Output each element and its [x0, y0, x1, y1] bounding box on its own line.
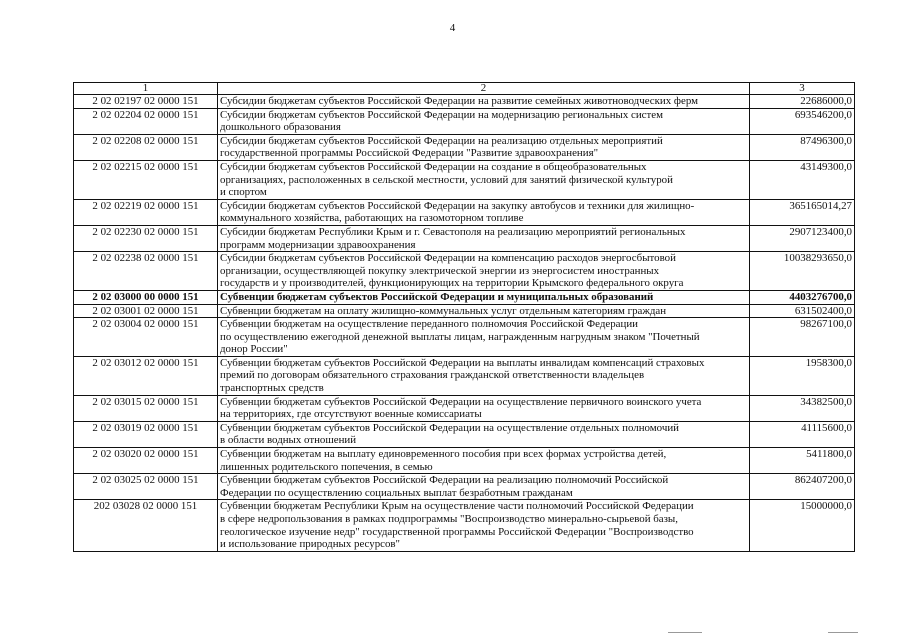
description-cell: Субсидии бюджетам субъектов Российской Федерации на модернизацию региональных систем дошкольного образования	[218, 108, 750, 134]
amount-cell: 22686000,0	[750, 95, 855, 109]
table-row	[74, 290, 855, 304]
budget-code-cell: 2 02 02238 02 0000 151	[74, 252, 218, 291]
amount-cell: 365165014,27	[750, 199, 855, 225]
page-number: 4	[449, 22, 456, 34]
amount-cell: 34382500,0	[750, 395, 855, 421]
description-cell: Субсидии бюджетам субъектов Российской Федерации на закупку автобусов и техники для жилищно- коммунального хозяйства, работающих на газомоторном топливе	[218, 199, 750, 225]
table-row	[74, 318, 855, 357]
column-header-name: 2	[218, 83, 750, 95]
budget-code-cell: 2 02 03000 00 0000 151	[74, 290, 218, 304]
table-row	[74, 356, 855, 395]
amount-cell: 87496300,0	[750, 134, 855, 160]
amount-cell: 10038293650,0	[750, 252, 855, 291]
description-cell: Субвенции бюджетам субъектов Российской Федерации на осуществление первичного воинского учета на территориях, где отсутствуют военные комиссариаты	[218, 395, 750, 421]
table-row	[74, 252, 855, 291]
table-row	[74, 134, 855, 160]
description-cell: Субвенции бюджетам субъектов Российской Федерации и муниципальных образований	[218, 290, 750, 304]
amount-cell: 15000000,0	[750, 500, 855, 551]
budget-revenue-table	[73, 82, 855, 552]
table-row	[74, 500, 855, 551]
table-row	[74, 448, 855, 474]
description-cell: Субвенции бюджетам субъектов Российской Федерации на реализацию полномочий Российской Федерации по осуществлению социальных выплат безработным гражданам	[218, 474, 750, 500]
table-row	[74, 199, 855, 225]
table-row	[74, 474, 855, 500]
budget-code-cell: 2 02 03001 02 0000 151	[74, 304, 218, 318]
description-cell: Субвенции бюджетам на осуществление переданного полномочия Российской Федерации по осуществлению ежегодной денежной выплаты лицам, награжденным нагрудным знаком "Почетный донор России"	[218, 318, 750, 357]
amount-cell: 862407200,0	[750, 474, 855, 500]
table-row	[74, 95, 855, 109]
amount-cell: 43149300,0	[750, 160, 855, 199]
budget-code-cell: 2 02 03012 02 0000 151	[74, 356, 218, 395]
amount-cell: 4403276700,0	[750, 290, 855, 304]
budget-code-cell: 2 02 03025 02 0000 151	[74, 474, 218, 500]
description-cell: Субвенции бюджетам Республики Крым на осуществление части полномочий Российской Федерации в сфере недропользования в рамках подпрограммы "Воспроизводство минерально-сырьевой базы, геологическое изучение недр" государственной программы Российской Федерации "Воспроизводство и использование природных ресурсов"	[218, 500, 750, 551]
description-cell: Субвенции бюджетам субъектов Российской Федерации на выплаты инвалидам компенсаций страховых премий по договорам обязательного страхования гражданской ответственности владельцев транспортных средств	[218, 356, 750, 395]
description-cell: Субсидии бюджетам Республики Крым и г. Севастополя на реализацию мероприятий региональных программ модернизации здравоохранения	[218, 225, 750, 251]
table-row	[74, 395, 855, 421]
budget-code-cell: 2 02 02215 02 0000 151	[74, 160, 218, 199]
budget-code-cell: 202 03028 02 0000 151	[74, 500, 218, 551]
budget-code-cell: 2 02 02204 02 0000 151	[74, 108, 218, 134]
column-header-code: 1	[74, 83, 218, 95]
description-cell: Субсидии бюджетам субъектов Российской Федерации на компенсацию расходов энергосбытовой организации, осуществляющей покупку электрической энергии из энергосистем иностранных государств и у производителей, функционирующих на территории Крымского федерального округа	[218, 252, 750, 291]
description-cell: Субвенции бюджетам на оплату жилищно-коммунальных услуг отдельным категориям граждан	[218, 304, 750, 318]
description-cell: Субсидии бюджетам субъектов Российской Федерации на реализацию отдельных мероприятий государственной программы Российской Федерации "Развитие здравоохранения"	[218, 134, 750, 160]
table-row	[74, 304, 855, 318]
table-row	[74, 108, 855, 134]
description-cell: Субсидии бюджетам субъектов Российской Федерации на создание в общеобразовательных организациях, расположенных в сельской местности, условий для занятий физической культурой и спортом	[218, 160, 750, 199]
amount-cell: 98267100,0	[750, 318, 855, 357]
amount-cell: 631502400,0	[750, 304, 855, 318]
footer-marks	[668, 632, 858, 636]
budget-code-cell: 2 02 02197 02 0000 151	[74, 95, 218, 109]
description-cell: Субвенции бюджетам субъектов Российской Федерации на осуществление отдельных полномочий в области водных отношений	[218, 421, 750, 447]
budget-code-cell: 2 02 02219 02 0000 151	[74, 199, 218, 225]
budget-code-cell: 2 02 02208 02 0000 151	[74, 134, 218, 160]
amount-cell: 5411800,0	[750, 448, 855, 474]
budget-code-cell: 2 02 03019 02 0000 151	[74, 421, 218, 447]
table-header-row	[74, 83, 855, 95]
column-header-amount: 3	[750, 83, 855, 95]
description-cell: Субвенции бюджетам на выплату единовременного пособия при всех формах устройства детей, лишенных родительского попечения, в семью	[218, 448, 750, 474]
budget-code-cell: 2 02 03004 02 0000 151	[74, 318, 218, 357]
amount-cell: 693546200,0	[750, 108, 855, 134]
table-body	[74, 95, 855, 552]
table-row	[74, 421, 855, 447]
table-row	[74, 225, 855, 251]
description-cell: Субсидии бюджетам субъектов Российской Федерации на развитие семейных животноводческих ферм	[218, 95, 750, 109]
budget-code-cell: 2 02 03020 02 0000 151	[74, 448, 218, 474]
table-row	[74, 160, 855, 199]
amount-cell: 2907123400,0	[750, 225, 855, 251]
amount-cell: 1958300,0	[750, 356, 855, 395]
amount-cell: 41115600,0	[750, 421, 855, 447]
budget-code-cell: 2 02 02230 02 0000 151	[74, 225, 218, 251]
budget-code-cell: 2 02 03015 02 0000 151	[74, 395, 218, 421]
